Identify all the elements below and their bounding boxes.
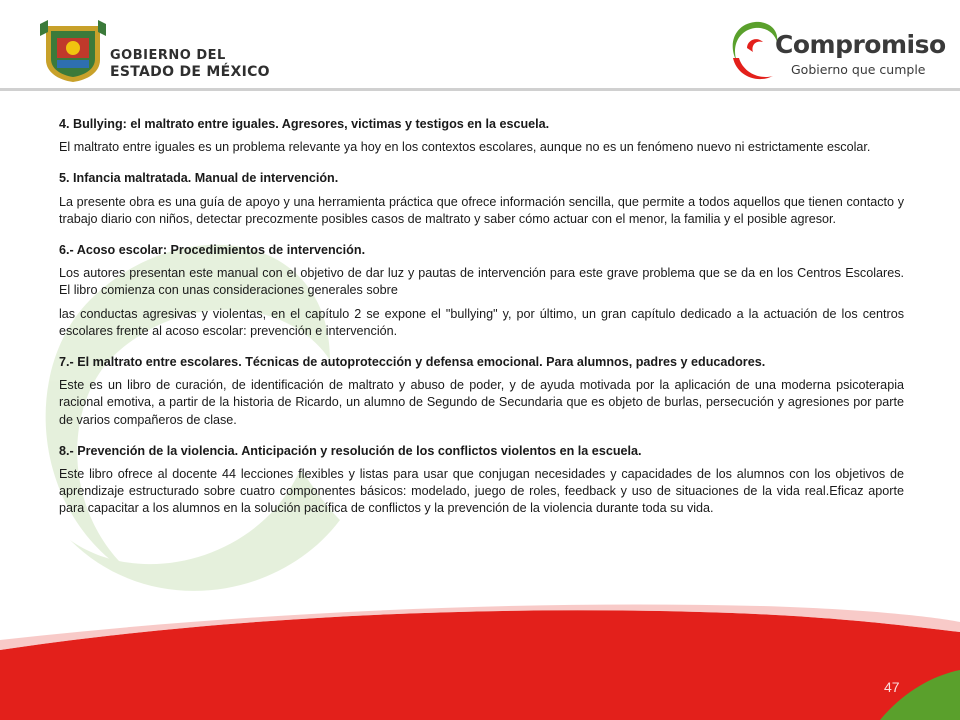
section-paragraph: El maltrato entre iguales es un problema relevante ya hoy en los contextos escolares, aunque no es un fenómeno nuevo ni estrictamente escolar. [59,140,871,155]
section-paragraph: las conductas agresivas y violentas, en el capítulo 2 se expone el "bullying" y, por último, un gran capítulo dedicado a la actuación de los centros escolares frente al acoso escolar: prevención e intervención. [59,306,904,338]
section-paragraph: Este es un libro de curación, de identificación de maltrato y abuso de poder, y de ayuda motivada por la aplicación de una moderna psicoterapia racional emotiva, a partir de la historia de Ricardo, un alumno de Segundo de Secundaria que es objeto de burlas, persecución y agresiones por parte de varios compañeros de clase. [59,378,904,427]
government-name [110,48,270,80]
section-paragraph: Este libro ofrece al docente 44 lecciones flexibles y listas para usar que conjugan necesidades y capacidades de los alumnos con los objetivos de aprendizaje estructurado sobre cuatro componentes básicos: modelado, juego de roles, feedback y uso de situaciones de la vida real.Eficaz aporte para capacitar a los alumnos en la solución pacífica de conflictos y la prevención de la violencia durante toda su vida. [59,467,904,516]
brand-subtitle: Gobierno que cumple [791,62,926,77]
section-title: 5. Infancia maltratada. Manual de intervención. [59,171,339,186]
section-paragraph: Los autores presentan este manual con el objetivo de dar luz y pautas de intervención para este grave problema que se da en los Centros Escolares. El libro comienza con unas consideraciones generales sobre [59,266,904,298]
section-6 [59,242,904,340]
page-number: 47 [884,679,900,695]
section-4 [59,116,904,156]
section-7 [59,354,904,429]
section-8 [59,443,904,518]
section-paragraph: La presente obra es una guía de apoyo y una herramienta práctica que ofrece información sencilla, que permite a todos aquellos que tienen contacto y trabajo diario con niños, detectar precozmente posibles casos de maltrato y saber cómo actuar con el menor, la familia y el posible agresor. [59,194,904,226]
section-title: 8.- Prevención de la violencia. Anticipación y resolución de los conflictos violentos en la escuela. [59,443,642,458]
gov-line1: GOBIERNO DEL [110,48,226,63]
section-5 [59,170,904,228]
section-title: 7.- El maltrato entre escolares. Técnicas de autoprotección y defensa emocional. Para alumnos, padres y educadores. [59,355,766,370]
header [0,0,960,92]
document-body [59,116,904,532]
section-title: 6.- Acoso escolar: Procedimientos de intervención. [59,243,366,258]
header-divider [0,88,960,91]
gov-line2: ESTADO DE MÉXICO [110,64,270,80]
brand-title: Compromiso [775,30,946,59]
section-title: 4. Bullying: el maltrato entre iguales. Agresores, victimas y testigos en la escuela. [59,117,550,131]
